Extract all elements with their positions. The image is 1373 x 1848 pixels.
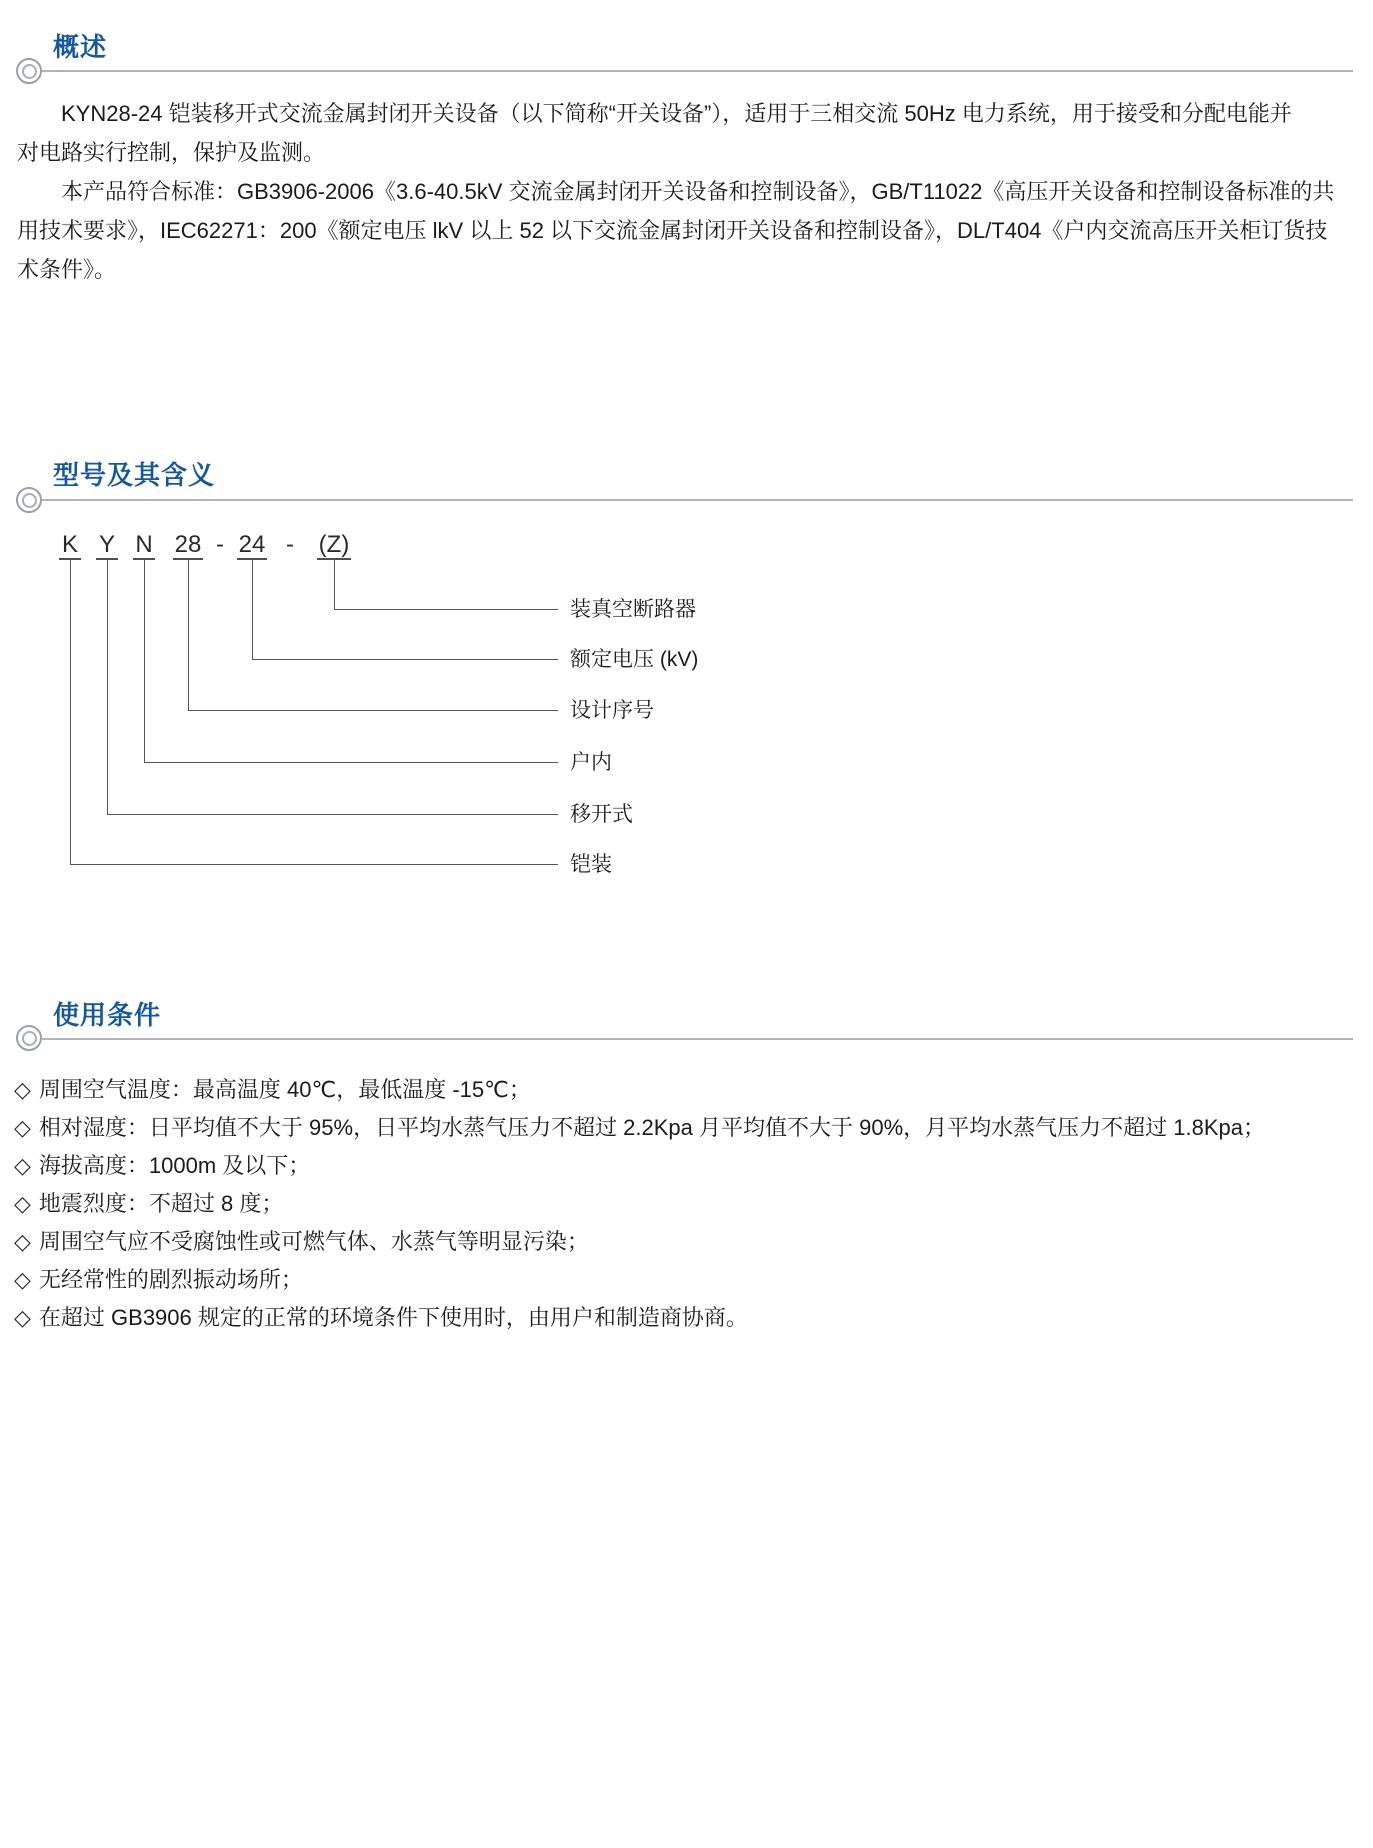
diamond-bullet-icon: ◇ — [14, 1077, 31, 1102]
condition-item — [14, 1147, 1370, 1185]
condition-item — [14, 1261, 1370, 1299]
condition-text: 无经常性的剧烈振动场所； — [38, 1267, 303, 1292]
section-divider-line — [42, 499, 1353, 501]
diamond-bullet-icon: ◇ — [14, 1305, 31, 1330]
condition-item — [14, 1299, 1370, 1337]
diamond-bullet-icon: ◇ — [14, 1191, 31, 1216]
overview-paragraph-line: 本产品符合标准：GB3906-2006《3.6-40.5kV 交流金属封闭开关设备和控制设备》，GB/T11022《高压开关设备和控制设备标准的共 — [61, 179, 1335, 204]
model-label-design-serial: 设计序号 — [570, 699, 654, 722]
section-title-conditions: 使用条件 — [53, 1000, 162, 1030]
model-code-dash: - — [286, 531, 294, 558]
diamond-bullet-icon: ◇ — [14, 1153, 31, 1178]
model-code-char-28: 28 — [174, 531, 202, 558]
connector-line-armored — [70, 559, 558, 865]
condition-text: 海拔高度：1000m 及以下； — [38, 1153, 311, 1178]
section-ornament-circle — [16, 58, 42, 84]
diamond-bullet-icon: ◇ — [14, 1229, 31, 1254]
model-code-char-24: 24 — [238, 531, 266, 558]
section-title-model: 型号及其含义 — [53, 460, 216, 490]
model-label-vacuum-breaker: 装真空断路器 — [570, 598, 696, 621]
model-code-char-N: N — [135, 531, 153, 558]
section-divider-line — [42, 1038, 1353, 1040]
overview-paragraph-line: 对电路实行控制，保护及监测。 — [17, 140, 326, 165]
section-ornament-inner-circle — [22, 493, 37, 508]
section-ornament-circle — [16, 1025, 42, 1051]
model-label-indoor: 户内 — [570, 751, 612, 774]
condition-item — [14, 1071, 1370, 1109]
section-ornament-inner-circle — [22, 1031, 37, 1046]
condition-text: 周围空气应不受腐蚀性或可燃气体、水蒸气等明显污染； — [38, 1229, 589, 1254]
model-code-char-Y: Y — [98, 531, 115, 558]
section-divider-line — [42, 70, 1353, 72]
condition-text: 在超过 GB3906 规定的正常的环境条件下使用时，由用户和制造商协商。 — [38, 1305, 748, 1330]
section-ornament-circle — [16, 487, 42, 513]
model-label-armored: 铠装 — [570, 853, 612, 876]
overview-paragraph-line: KYN28-24 铠装移开式交流金属封闭开关设备（以下简称“开关设备”），适用于三相交流 50Hz 电力系统，用于接受和分配电能并 — [61, 101, 1292, 126]
model-code-char-Z: (Z) — [318, 531, 350, 558]
model-label-withdrawable: 移开式 — [570, 803, 633, 826]
condition-item — [14, 1109, 1370, 1147]
diamond-bullet-icon: ◇ — [14, 1267, 31, 1292]
diamond-bullet-icon: ◇ — [14, 1115, 31, 1140]
condition-item — [14, 1223, 1370, 1261]
model-label-rated-voltage: 额定电压 (kV) — [570, 648, 699, 671]
condition-text: 地震烈度：不超过 8 度； — [38, 1191, 284, 1216]
model-code-char-K: K — [61, 531, 78, 558]
model-code-dash: - — [216, 531, 224, 558]
section-title-overview: 概述 — [53, 32, 108, 62]
condition-item — [14, 1185, 1370, 1223]
condition-text: 周围空气温度：最高温度 40℃，最低温度 -15℃； — [38, 1077, 531, 1102]
overview-paragraph-line: 术条件》。 — [17, 257, 117, 282]
condition-text: 相对湿度：日平均值不大于 95%，日平均水蒸气压力不超过 2.2Kpa 月平均值不大于 90%，月平均水蒸气压力不超过 1.8Kpa； — [38, 1115, 1266, 1140]
section-ornament-inner-circle — [22, 64, 37, 79]
overview-paragraph-line: 用技术要求》，IEC62271：200《额定电压 lkV 以上 52 以下交流金属封闭开关设备和控制设备》，DL/T404《户内交流高压开关柜订货技 — [17, 218, 1328, 243]
